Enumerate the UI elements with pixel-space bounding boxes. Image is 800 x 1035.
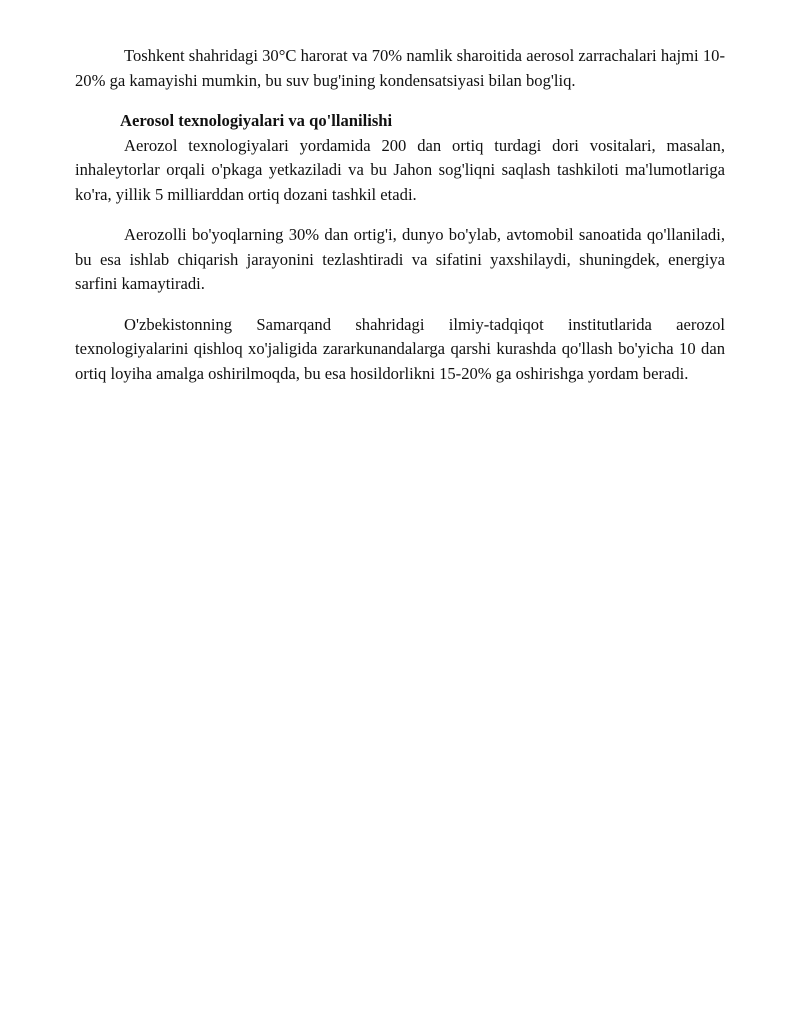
- paragraph-humidity: Toshkent shahridagi 30°C harorat va 70% namlik sharoitida aerosol zarrachalari hajmi 10-20% ga kamayishi mumkin, bu suv bug'ining kondensatsiyasi bilan bog'liq.: [75, 46, 725, 90]
- paragraph-samarkand: O'zbekistonning Samarqand shahridagi ilmiy-tadqiqot institutlarida aerozol texnologiyalarini qishloq xo'jaligida zararkunandalarga qarshi kurashda qo'llash bo'yicha 10 dan ortiq loyiha amalga oshirilmoqda, bu esa hosildorlikni 15-20% ga oshirishga yordam beradi.: [75, 314, 725, 383]
- document-body: [75, 44, 725, 386]
- paragraph-paints: Aerozolli bo'yoqlarning 30% dan ortig'i, dunyo bo'ylab, avtomobil sanoatida qo'llaniladi, bu esa ishlab chiqarish jarayonini tezlashtiradi va sifatini yaxshilaydi, shuningdek, energiya sarfini kamaytiradi.: [75, 225, 725, 293]
- section-heading: Aerosol texnologiyalari va qo'llanilishi: [120, 111, 393, 130]
- paragraph-medicine: Aerozol texnologiyalari yordamida 200 dan ortiq turdagi dori vositalari, masalan, inhaleytorlar orqali o'pkaga yetkaziladi va bu Jahon sog'liqni saqlash tashkiloti ma'lumotlariga ko'ra, yillik 5 milliarddan ortiq dozani tashkil etadi.: [75, 135, 725, 204]
